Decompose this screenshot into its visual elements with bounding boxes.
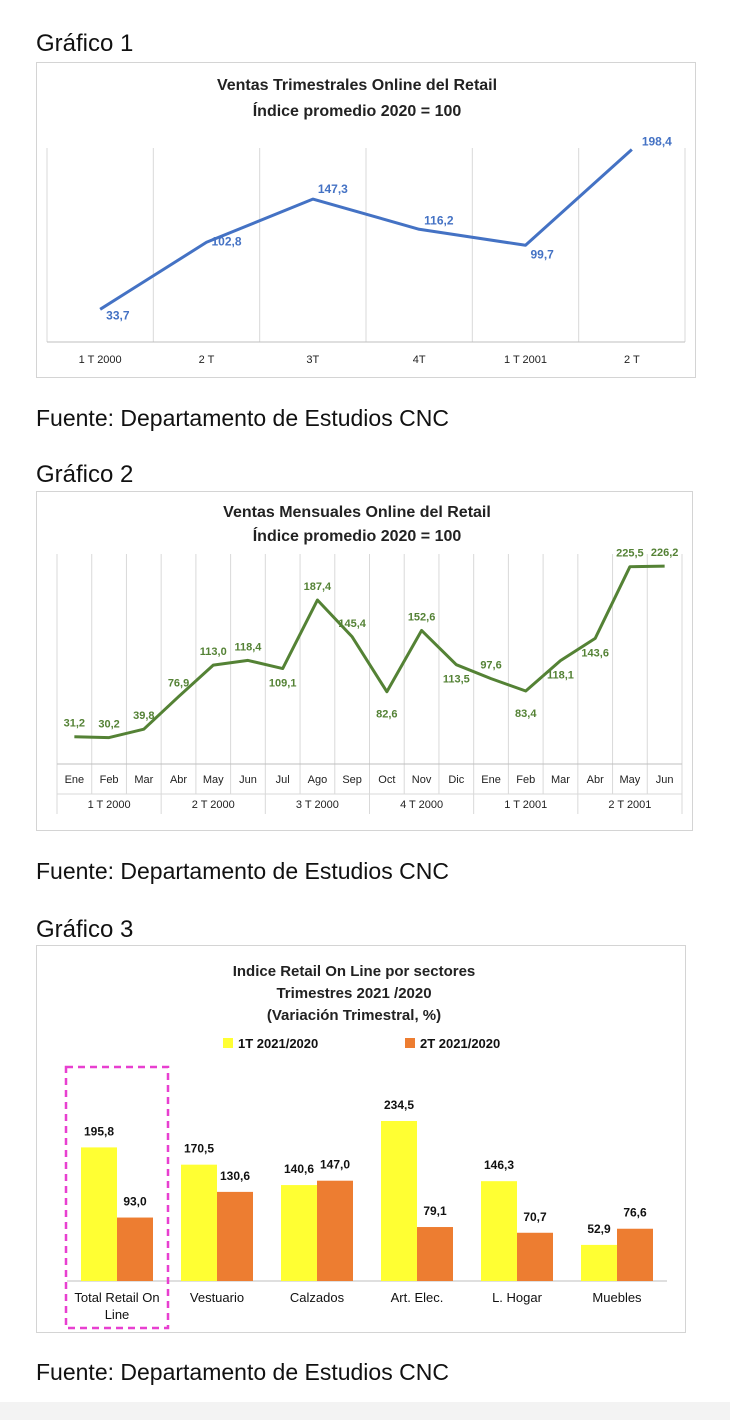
- chart-1-data-label: 33,7: [106, 308, 130, 323]
- figure-2-label: Gráfico 2: [36, 461, 134, 488]
- chart-2-tick-label: Ene: [481, 774, 501, 786]
- chart-2-data-label: 97,6: [480, 659, 502, 672]
- chart-2-data-label: 31,2: [63, 717, 86, 730]
- bottom-band: [0, 1402, 730, 1420]
- figure-2-source: Fuente: Departamento de Estudios CNC: [36, 858, 449, 884]
- figure-3-source: Fuente: Departamento de Estudios CNC: [36, 1359, 449, 1385]
- chart-1-panel: [36, 62, 696, 378]
- chart-1-title: Ventas Trimestrales Online del Retail: [216, 77, 498, 94]
- chart-3-bar: [581, 1245, 617, 1281]
- chart-2-data-label: 76,9: [167, 677, 190, 690]
- chart-1-subtitle: Índice promedio 2020 = 100: [252, 103, 462, 120]
- chart-2-data-label: 109,1: [268, 677, 297, 690]
- chart-3-tick-label: Art. Elec.: [390, 1290, 444, 1305]
- chart-2-panel: [36, 491, 693, 831]
- chart-3-legend-label: 2T 2021/2020: [420, 1036, 501, 1051]
- chart-3-legend-label: 1T 2021/2020: [238, 1036, 319, 1051]
- chart-2-group-label: 3 T 2000: [295, 799, 339, 811]
- chart-2-group-label: 2 T 2000: [191, 799, 235, 811]
- chart-2-tick-label: Ene: [64, 774, 85, 786]
- chart-3-data-label: 93,0: [123, 1194, 147, 1209]
- chart-3-data-label: 234,5: [383, 1098, 415, 1112]
- chart-2-tick-label: Nov: [411, 774, 432, 786]
- chart-2-tick-label: Mar: [550, 774, 570, 786]
- chart-2-tick-label: Jun: [655, 774, 674, 786]
- chart-2-tick-label: Abr: [169, 774, 188, 786]
- chart-3-bar: [281, 1185, 317, 1281]
- chart-3-bar: [481, 1181, 517, 1281]
- figure-1-label: Gráfico 1: [36, 30, 134, 57]
- chart-2-group-label: 4 T 2000: [400, 799, 444, 811]
- chart-3-tick-label: Total Retail On: [74, 1290, 160, 1305]
- chart-3-bar: [617, 1229, 653, 1281]
- chart-3-legend-swatch: [223, 1038, 233, 1048]
- chart-3-data-label: 147,0: [319, 1157, 351, 1172]
- chart-2-tick-label: May: [202, 774, 224, 786]
- chart-2-tick-label: Ago: [307, 774, 328, 786]
- chart-1-tick-label: 3T: [306, 354, 320, 366]
- chart-2-data-label: 83,4: [515, 708, 537, 721]
- chart-3-tick-label: Calzados: [289, 1290, 345, 1305]
- chart-2-data-label: 39,8: [133, 710, 155, 723]
- chart-3-data-label: 52,9: [587, 1221, 611, 1236]
- chart-3-bar: [417, 1227, 453, 1281]
- figure-1-source: Fuente: Departamento de Estudios CNC: [36, 405, 449, 431]
- chart-2-data-label: 118,4: [234, 641, 262, 654]
- chart-1-tick-label: 2 T: [198, 354, 215, 366]
- chart-3-subtitle: Trimestres 2021 /2020: [276, 985, 432, 1002]
- chart-3-panel: [36, 945, 686, 1333]
- chart-2-subtitle: Índice promedio 2020 = 100: [252, 528, 462, 545]
- chart-3-data-label: 76,6: [623, 1205, 647, 1220]
- chart-2-svg: [37, 492, 692, 830]
- chart-3-data-label: 70,7: [523, 1209, 547, 1224]
- chart-1-tick-label: 4T: [412, 354, 426, 366]
- chart-2-data-label: 113,5: [442, 673, 470, 686]
- chart-2-tick-label: Feb: [99, 774, 119, 786]
- chart-3-tick-label: Vestuario: [189, 1290, 245, 1305]
- chart-2-data-label: 143,6: [581, 647, 609, 660]
- chart-3-bar: [81, 1147, 117, 1281]
- chart-3-legend-swatch: [405, 1038, 415, 1048]
- chart-3-data-label: 146,3: [483, 1158, 515, 1173]
- chart-3-bar: [517, 1233, 553, 1281]
- chart-2-tick-label: Sep: [342, 774, 362, 786]
- chart-2-group-label: 2 T 2001: [608, 799, 652, 811]
- chart-1-data-label: 116,2: [424, 213, 454, 228]
- chart-2-tick-label: Jul: [275, 774, 290, 786]
- chart-3-data-label: 170,5: [183, 1141, 215, 1156]
- chart-2-tick-label: Abr: [586, 774, 604, 786]
- chart-3-bar: [381, 1121, 417, 1281]
- chart-3-bar: [181, 1165, 217, 1281]
- chart-3-data-label: 130,6: [219, 1168, 251, 1183]
- chart-2-data-label: 225,5: [616, 547, 644, 560]
- chart-2-title: Ventas Mensuales Online del Retail: [223, 504, 491, 521]
- chart-2-data-label: 30,2: [98, 718, 120, 731]
- figure-3-label: Gráfico 3: [36, 916, 134, 943]
- chart-3-tick-label: Muebles: [592, 1290, 642, 1305]
- chart-3-svg: [37, 946, 685, 1332]
- chart-2-data-label: 187,4: [303, 581, 332, 594]
- chart-3-tick-label: L. Hogar: [492, 1290, 542, 1305]
- chart-2-tick-label: Oct: [378, 774, 396, 786]
- chart-2-tick-label: Dic: [448, 774, 465, 786]
- chart-2-tick-label: May: [619, 774, 641, 786]
- chart-2-tick-label: Mar: [134, 774, 154, 786]
- chart-1-svg: [37, 63, 695, 377]
- chart-2-data-label: 113,0: [199, 646, 227, 659]
- chart-2-data-label: 145,4: [338, 617, 366, 630]
- chart-2-tick-label: Jun: [239, 774, 257, 786]
- chart-1-data-label: 99,7: [530, 247, 554, 262]
- chart-1-data-label: 147,3: [317, 182, 348, 197]
- chart-2-data-label: 118,1: [547, 669, 574, 682]
- chart-1-tick-label: 2 T: [623, 354, 640, 366]
- chart-2-data-label: 152,6: [407, 611, 436, 624]
- chart-3-tick-label: Line: [104, 1307, 130, 1322]
- chart-3-data-label: 79,1: [423, 1204, 447, 1219]
- chart-1-data-label: 198,4: [641, 134, 672, 149]
- chart-3-subtitle-2: (Variación Trimestral, %): [266, 1007, 442, 1024]
- chart-3-bar: [117, 1218, 153, 1281]
- chart-3-data-label: 140,6: [283, 1162, 315, 1177]
- chart-2-data-label: 226,2: [650, 547, 679, 560]
- chart-2-group-label: 1 T 2001: [504, 799, 548, 811]
- chart-2-tick-label: Feb: [516, 774, 536, 786]
- chart-3-bar: [317, 1181, 353, 1281]
- chart-3-title: Indice Retail On Line por sectores: [232, 963, 476, 980]
- chart-2-group-label: 1 T 2000: [87, 799, 131, 811]
- chart-1-tick-label: 1 T 2000: [78, 354, 122, 366]
- chart-3-data-label: 195,8: [83, 1124, 115, 1139]
- chart-1-data-label: 102,8: [211, 234, 242, 249]
- chart-3-bar: [217, 1192, 253, 1281]
- chart-1-tick-label: 1 T 2001: [503, 354, 548, 366]
- chart-2-data-label: 82,6: [376, 708, 398, 721]
